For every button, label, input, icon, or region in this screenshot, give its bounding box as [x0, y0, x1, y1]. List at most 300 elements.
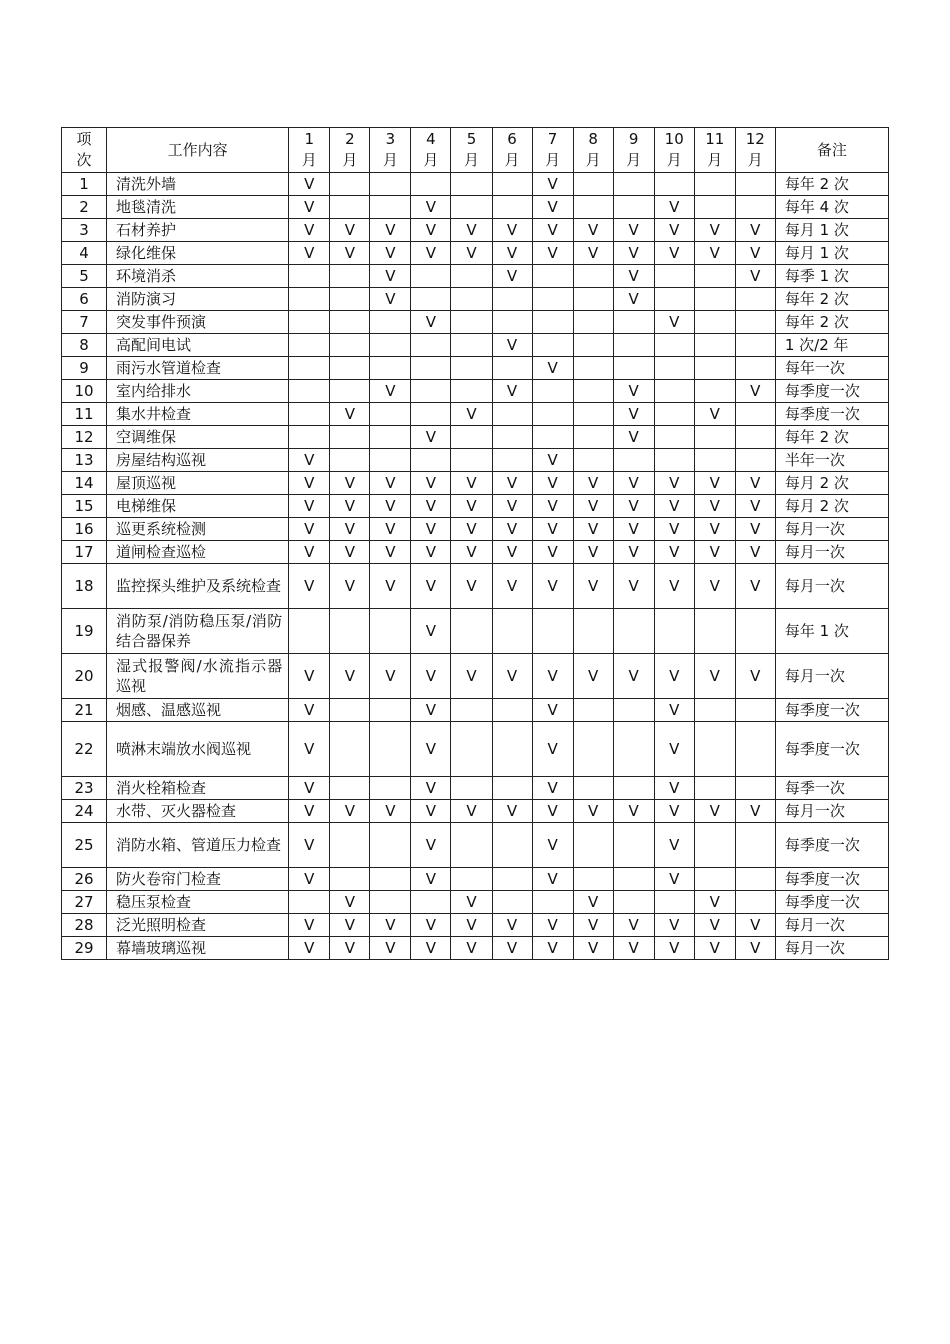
month-cell: [492, 699, 532, 722]
row-index: 8: [62, 334, 107, 357]
month-cell: V: [573, 518, 613, 541]
row-note: 每季度一次: [775, 891, 888, 914]
month-cell: V: [694, 891, 735, 914]
month-cell: V: [289, 495, 330, 518]
month-cell: V: [532, 196, 573, 219]
header-row: [62, 128, 889, 173]
month-cell: V: [492, 495, 532, 518]
header-month: 5 月: [451, 128, 492, 173]
header-month: 4 月: [411, 128, 451, 173]
month-cell: V: [370, 472, 411, 495]
table-row: [62, 380, 889, 403]
table-row: [62, 609, 889, 654]
month-cell: V: [411, 868, 451, 891]
month-cell: V: [330, 800, 370, 823]
month-cell: V: [573, 800, 613, 823]
month-cell: V: [694, 242, 735, 265]
header-month: 1 月: [289, 128, 330, 173]
month-cell: [532, 288, 573, 311]
month-cell: [370, 722, 411, 777]
month-cell: [694, 196, 735, 219]
table-row: [62, 311, 889, 334]
table-row: [62, 219, 889, 242]
month-cell: [613, 699, 654, 722]
month-cell: V: [573, 472, 613, 495]
month-cell: V: [289, 722, 330, 777]
table-body: [62, 173, 889, 960]
month-cell: [451, 265, 492, 288]
month-cell: V: [289, 219, 330, 242]
month-cell: [330, 334, 370, 357]
month-cell: V: [654, 800, 694, 823]
month-cell: V: [330, 518, 370, 541]
month-cell: V: [532, 823, 573, 868]
month-cell: V: [330, 654, 370, 699]
month-cell: [289, 380, 330, 403]
month-cell: [613, 196, 654, 219]
month-cell: [330, 823, 370, 868]
month-cell: [573, 357, 613, 380]
month-cell: V: [330, 219, 370, 242]
month-cell: V: [573, 495, 613, 518]
month-cell: [330, 196, 370, 219]
month-cell: V: [289, 242, 330, 265]
month-cell: V: [613, 654, 654, 699]
month-cell: V: [370, 654, 411, 699]
month-cell: V: [694, 518, 735, 541]
table-row: [62, 449, 889, 472]
table-row: [62, 868, 889, 891]
row-task: 消防演习: [107, 288, 289, 311]
month-cell: [492, 173, 532, 196]
month-cell: V: [532, 242, 573, 265]
table-row: [62, 334, 889, 357]
month-cell: [451, 288, 492, 311]
month-cell: V: [451, 541, 492, 564]
month-cell: V: [532, 357, 573, 380]
month-cell: [694, 449, 735, 472]
month-cell: V: [694, 541, 735, 564]
month-cell: [289, 265, 330, 288]
month-cell: [573, 609, 613, 654]
row-task: 消防水箱、管道压力检查: [107, 823, 289, 868]
month-cell: V: [492, 334, 532, 357]
month-cell: [735, 722, 775, 777]
month-cell: V: [735, 219, 775, 242]
row-index: 1: [62, 173, 107, 196]
month-cell: [411, 403, 451, 426]
month-cell: [573, 449, 613, 472]
month-cell: [532, 609, 573, 654]
row-note: 半年一次: [775, 449, 888, 472]
month-cell: [735, 357, 775, 380]
month-cell: V: [330, 495, 370, 518]
month-cell: [289, 426, 330, 449]
header-month: 3 月: [370, 128, 411, 173]
month-cell: [451, 334, 492, 357]
month-cell: V: [654, 868, 694, 891]
month-cell: [735, 426, 775, 449]
month-cell: V: [532, 699, 573, 722]
month-cell: [654, 265, 694, 288]
month-cell: V: [411, 777, 451, 800]
month-cell: [370, 823, 411, 868]
month-cell: [573, 173, 613, 196]
month-cell: V: [370, 518, 411, 541]
month-cell: [532, 380, 573, 403]
month-cell: V: [654, 196, 694, 219]
month-cell: [289, 311, 330, 334]
month-cell: V: [289, 823, 330, 868]
month-cell: V: [654, 823, 694, 868]
month-cell: V: [532, 219, 573, 242]
month-cell: V: [654, 777, 694, 800]
month-cell: [694, 426, 735, 449]
month-cell: V: [411, 518, 451, 541]
month-cell: V: [613, 426, 654, 449]
month-cell: [289, 891, 330, 914]
row-index: 11: [62, 403, 107, 426]
month-cell: [451, 722, 492, 777]
row-index: 22: [62, 722, 107, 777]
month-cell: [532, 426, 573, 449]
row-index: 14: [62, 472, 107, 495]
month-cell: V: [370, 564, 411, 609]
month-cell: V: [735, 800, 775, 823]
month-cell: [492, 426, 532, 449]
month-cell: [330, 288, 370, 311]
row-task: 室内给排水: [107, 380, 289, 403]
month-cell: V: [573, 937, 613, 960]
header-month: 2 月: [330, 128, 370, 173]
month-cell: [532, 891, 573, 914]
month-cell: [330, 173, 370, 196]
month-cell: V: [654, 699, 694, 722]
month-cell: V: [411, 800, 451, 823]
header-month: 6 月: [492, 128, 532, 173]
row-task: 消防泵/消防稳压泵/消防结合器保养: [107, 609, 289, 654]
month-cell: V: [289, 699, 330, 722]
month-cell: V: [532, 449, 573, 472]
row-task: 空调维保: [107, 426, 289, 449]
month-cell: V: [411, 722, 451, 777]
table-row: [62, 800, 889, 823]
month-cell: V: [370, 800, 411, 823]
month-cell: [370, 426, 411, 449]
month-cell: [492, 196, 532, 219]
month-cell: V: [694, 654, 735, 699]
month-cell: [330, 609, 370, 654]
month-cell: [451, 777, 492, 800]
month-cell: [451, 196, 492, 219]
month-cell: V: [289, 518, 330, 541]
month-cell: [451, 426, 492, 449]
month-cell: V: [451, 219, 492, 242]
month-cell: [492, 722, 532, 777]
month-cell: V: [735, 937, 775, 960]
month-cell: [330, 380, 370, 403]
row-note: 每年 2 次: [775, 288, 888, 311]
month-cell: [411, 891, 451, 914]
month-cell: V: [411, 541, 451, 564]
month-cell: [411, 449, 451, 472]
table-row: [62, 288, 889, 311]
table-row: [62, 891, 889, 914]
month-cell: [654, 609, 694, 654]
month-cell: V: [694, 937, 735, 960]
month-cell: V: [411, 311, 451, 334]
month-cell: [451, 173, 492, 196]
row-index: 10: [62, 380, 107, 403]
month-cell: V: [411, 699, 451, 722]
month-cell: [573, 288, 613, 311]
row-note: 每年 4 次: [775, 196, 888, 219]
month-cell: V: [613, 495, 654, 518]
table-row: [62, 173, 889, 196]
row-task: 电梯维保: [107, 495, 289, 518]
table-row: [62, 357, 889, 380]
table-row: [62, 914, 889, 937]
month-cell: V: [451, 891, 492, 914]
month-cell: V: [451, 242, 492, 265]
row-index: 3: [62, 219, 107, 242]
month-cell: V: [330, 937, 370, 960]
row-note: 每季度一次: [775, 823, 888, 868]
month-cell: V: [613, 564, 654, 609]
month-cell: [532, 311, 573, 334]
row-note: 每季度一次: [775, 380, 888, 403]
row-index: 21: [62, 699, 107, 722]
header-index: [62, 128, 107, 173]
month-cell: [492, 823, 532, 868]
month-cell: [654, 403, 694, 426]
table-row: [62, 426, 889, 449]
month-cell: [613, 777, 654, 800]
row-index: 9: [62, 357, 107, 380]
month-cell: [694, 823, 735, 868]
month-cell: V: [654, 495, 694, 518]
row-index: 15: [62, 495, 107, 518]
month-cell: V: [370, 288, 411, 311]
row-note: 每月一次: [775, 800, 888, 823]
month-cell: V: [694, 472, 735, 495]
row-task: 环境消杀: [107, 265, 289, 288]
row-index: 25: [62, 823, 107, 868]
month-cell: [694, 288, 735, 311]
row-task: 喷淋末端放水阀巡视: [107, 722, 289, 777]
month-cell: V: [370, 380, 411, 403]
month-cell: V: [613, 541, 654, 564]
row-task: 幕墙玻璃巡视: [107, 937, 289, 960]
month-cell: V: [451, 472, 492, 495]
month-cell: V: [411, 564, 451, 609]
month-cell: [573, 311, 613, 334]
month-cell: V: [289, 914, 330, 937]
row-index: 23: [62, 777, 107, 800]
header-task: 工作内容: [107, 128, 289, 173]
month-cell: [492, 449, 532, 472]
header-month: 12 月: [735, 128, 775, 173]
month-cell: V: [451, 495, 492, 518]
row-note: 每年 1 次: [775, 609, 888, 654]
row-index: 28: [62, 914, 107, 937]
row-note: 每月一次: [775, 937, 888, 960]
row-task: 湿式报警阀/水流指示器巡视: [107, 654, 289, 699]
month-cell: [573, 823, 613, 868]
month-cell: V: [411, 914, 451, 937]
month-cell: [735, 173, 775, 196]
month-cell: [330, 777, 370, 800]
month-cell: V: [451, 564, 492, 609]
month-cell: V: [573, 219, 613, 242]
row-index: 12: [62, 426, 107, 449]
table-row: [62, 541, 889, 564]
month-cell: [451, 380, 492, 403]
month-cell: [735, 891, 775, 914]
month-cell: V: [613, 288, 654, 311]
month-cell: V: [330, 242, 370, 265]
table-row: [62, 518, 889, 541]
month-cell: V: [694, 219, 735, 242]
month-cell: V: [330, 891, 370, 914]
month-cell: V: [492, 564, 532, 609]
month-cell: [694, 311, 735, 334]
month-cell: [613, 823, 654, 868]
month-cell: V: [289, 937, 330, 960]
month-cell: [370, 699, 411, 722]
month-cell: V: [694, 495, 735, 518]
month-cell: [735, 777, 775, 800]
month-cell: [735, 403, 775, 426]
month-cell: V: [451, 403, 492, 426]
month-cell: V: [411, 654, 451, 699]
month-cell: [492, 868, 532, 891]
month-cell: V: [289, 654, 330, 699]
month-cell: [289, 288, 330, 311]
month-cell: V: [451, 914, 492, 937]
month-cell: [694, 609, 735, 654]
month-cell: V: [613, 380, 654, 403]
month-cell: V: [654, 472, 694, 495]
month-cell: V: [532, 472, 573, 495]
month-cell: V: [492, 219, 532, 242]
month-cell: V: [492, 800, 532, 823]
month-cell: [613, 891, 654, 914]
month-cell: [492, 891, 532, 914]
month-cell: V: [411, 196, 451, 219]
row-index: 17: [62, 541, 107, 564]
month-cell: [694, 265, 735, 288]
month-cell: V: [613, 265, 654, 288]
month-cell: [613, 357, 654, 380]
row-note: 每年 2 次: [775, 426, 888, 449]
table-row: [62, 722, 889, 777]
month-cell: [735, 334, 775, 357]
month-cell: [370, 868, 411, 891]
month-cell: [411, 265, 451, 288]
month-cell: [289, 403, 330, 426]
month-cell: [370, 334, 411, 357]
month-cell: [654, 334, 694, 357]
table-row: [62, 699, 889, 722]
month-cell: [613, 173, 654, 196]
month-cell: V: [735, 242, 775, 265]
header-month: 9 月: [613, 128, 654, 173]
month-cell: V: [532, 173, 573, 196]
table-row: [62, 242, 889, 265]
month-cell: [330, 722, 370, 777]
month-cell: [694, 357, 735, 380]
row-note: 每年 2 次: [775, 311, 888, 334]
month-cell: [451, 823, 492, 868]
month-cell: V: [613, 914, 654, 937]
month-cell: V: [613, 219, 654, 242]
month-cell: V: [532, 777, 573, 800]
month-cell: V: [613, 800, 654, 823]
table-row: [62, 495, 889, 518]
month-cell: V: [573, 541, 613, 564]
month-cell: [654, 449, 694, 472]
row-task: 突发事件预演: [107, 311, 289, 334]
month-cell: [492, 288, 532, 311]
row-task: 消火栓箱检查: [107, 777, 289, 800]
month-cell: V: [735, 495, 775, 518]
row-task: 道闸检查巡检: [107, 541, 289, 564]
month-cell: V: [735, 541, 775, 564]
month-cell: V: [492, 914, 532, 937]
month-cell: [532, 265, 573, 288]
month-cell: V: [573, 564, 613, 609]
month-cell: [613, 722, 654, 777]
month-cell: V: [654, 914, 694, 937]
row-note: 每月 2 次: [775, 472, 888, 495]
month-cell: V: [330, 914, 370, 937]
month-cell: V: [694, 800, 735, 823]
month-cell: V: [492, 242, 532, 265]
table-row: [62, 196, 889, 219]
month-cell: V: [654, 518, 694, 541]
month-cell: V: [735, 654, 775, 699]
month-cell: [411, 380, 451, 403]
month-cell: [411, 334, 451, 357]
month-cell: V: [654, 937, 694, 960]
month-cell: [330, 868, 370, 891]
month-cell: [492, 357, 532, 380]
month-cell: [532, 334, 573, 357]
row-note: 每季度一次: [775, 868, 888, 891]
month-cell: V: [735, 914, 775, 937]
table-row: [62, 937, 889, 960]
header-index-line2: 次: [76, 151, 92, 169]
month-cell: [654, 426, 694, 449]
month-cell: [573, 334, 613, 357]
month-cell: V: [492, 937, 532, 960]
month-cell: [735, 868, 775, 891]
month-cell: [654, 357, 694, 380]
month-cell: V: [573, 242, 613, 265]
row-task: 集水井检查: [107, 403, 289, 426]
month-cell: [694, 699, 735, 722]
month-cell: V: [532, 800, 573, 823]
month-cell: [654, 891, 694, 914]
month-cell: [694, 380, 735, 403]
month-cell: V: [613, 937, 654, 960]
row-note: 每月 2 次: [775, 495, 888, 518]
row-note: 每月一次: [775, 518, 888, 541]
month-cell: [289, 609, 330, 654]
header-note: 备注: [775, 128, 888, 173]
month-cell: V: [370, 495, 411, 518]
